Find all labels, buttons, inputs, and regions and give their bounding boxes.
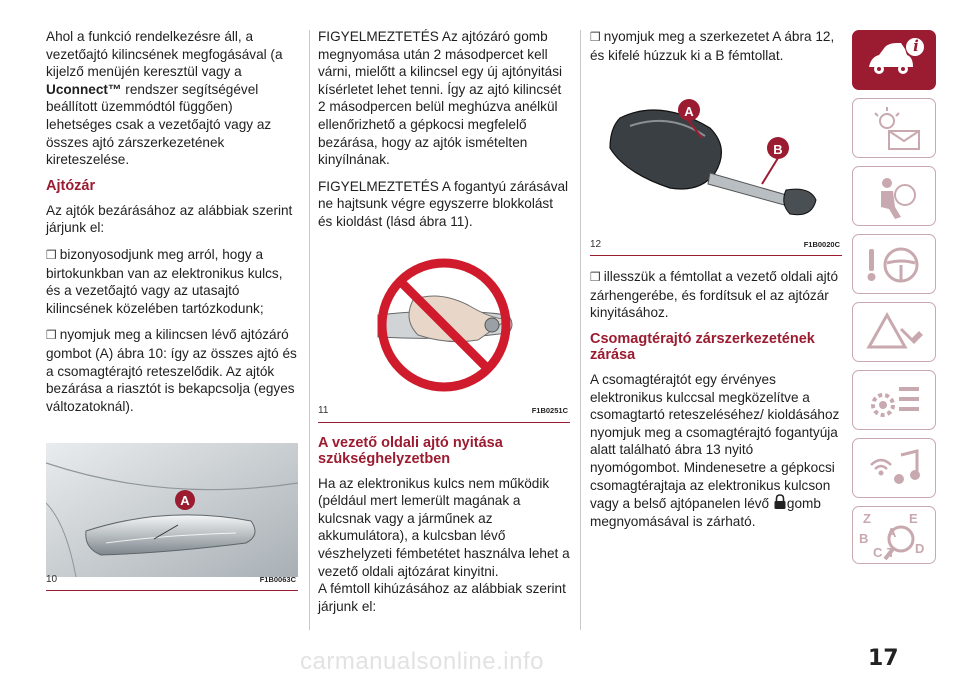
gears-icon xyxy=(865,377,927,425)
watermark: carmanualsonline.info xyxy=(300,648,544,675)
info-letter: i xyxy=(913,37,919,55)
tab-multimedia[interactable] xyxy=(852,438,936,498)
paragraph: A fémtoll kihúzásához az alábbiak szerint járjunk el: xyxy=(318,581,566,614)
paragraph: Az ajtók bezárásához az alábbiak szerint járjunk el: xyxy=(46,202,293,236)
tab-vehicle-info[interactable] xyxy=(852,30,936,90)
section-heading-door-lock: Ajtózár xyxy=(46,177,96,194)
bullet-item: ❒ bizonyosodjunk meg arról, hogy a birtokunkban van az elektronikus kulcs, és a vezetőajtó vagy az utasajtó kilincsének közelében tartózkodunk; xyxy=(46,246,298,317)
index-letter: D xyxy=(915,541,925,556)
figure-11-prohibited-action xyxy=(318,245,570,423)
airbag-person-icon xyxy=(865,173,927,221)
column-1 xyxy=(46,28,298,591)
index-letter: E xyxy=(909,511,918,526)
section-heading-emergency-opening: A vezető oldali ajtó nyitása szükséghelyzetben xyxy=(318,434,503,467)
figure-number: 12 xyxy=(590,238,602,250)
tab-maintenance[interactable] xyxy=(852,370,936,430)
index-letter: Z xyxy=(863,511,871,526)
index-letter: B xyxy=(859,531,869,546)
uconnect-label: Uconnect™ xyxy=(46,81,122,97)
label-a: A xyxy=(180,493,190,509)
label-a: A xyxy=(684,104,694,120)
tab-dashboard-lights[interactable] xyxy=(852,98,936,158)
index-letter: T xyxy=(887,545,895,560)
tab-index[interactable] xyxy=(852,506,936,564)
figure-code: F1B0251C xyxy=(531,405,568,415)
paragraph: Ha az elektronikus kulcs nem működik (például mert lemerült magának a kulcsnak vagy a járműnek az akkumulátora), a kulcsban lévő vészhelyzeti fémbetétet használva lehet a vezető oldali ajtózárat kinyitni. xyxy=(318,475,570,579)
label-b: B xyxy=(773,142,783,158)
door-handle-illustration xyxy=(46,443,298,577)
lock-icon xyxy=(773,494,787,510)
section-heading-tailgate-lock: Csomagtérajtó zárszerkezetének zárása xyxy=(590,330,815,363)
tab-starting-driving[interactable] xyxy=(852,234,936,294)
figure-code: F1B0020C xyxy=(803,239,840,249)
tab-safety[interactable] xyxy=(852,166,936,226)
paragraph: A csomagtérajtót egy érvényes elektronikus kulccsal megközelítve a csomagtartó reteszeléséhez/ kioldásához nyomjuk meg a csomagtérajtó fogantyúja alatt található ábra 13 nyitó nyomógombot. Mindenesetre a gépkocsi csomagtérajtaja az elektronikus kulcson vagy a belső ajtópanelen lévő gomb megnyomásával is zárható. xyxy=(590,371,840,529)
index-letter: C xyxy=(873,545,883,560)
figure-number: 11 xyxy=(318,404,329,416)
index-letter: A xyxy=(887,525,897,540)
column-divider xyxy=(309,30,310,630)
figure-number: 10 xyxy=(46,573,58,585)
warning-paragraph: FIGYELMEZTETÉS Az ajtózáró gomb megnyomása után 2 másodpercet kell várni, mielőtt a kilincsel egy új ajtónyitási kísérletet lehet tenni. Így az ajtó kilincsét 2 másodpercen belül meghúzva anélkül ellenőrizhető a gépkocsi megfelelő bezárása, hogy az ajtók ismételten kinyílnának. xyxy=(318,29,563,168)
warning-light-icon xyxy=(865,105,927,153)
figure-12-key-blade xyxy=(590,78,842,256)
warning-paragraph: FIGYELMEZTETÉS A fogantyú zárásával ne hajtsunk végre egyszerre blokkolást és kioldást (lásd ábra 11). xyxy=(318,178,569,229)
multimedia-icon xyxy=(865,445,927,493)
page-number: 17 xyxy=(868,646,899,671)
steering-wheel-icon xyxy=(865,241,927,289)
figure-10-door-handle xyxy=(46,443,298,591)
column-divider xyxy=(580,30,581,630)
tab-emergency[interactable] xyxy=(852,302,936,362)
warning-triangle-icon xyxy=(865,309,927,357)
column-2 xyxy=(318,28,570,624)
bullet-item: ❒ nyomjuk meg a kilincsen lévő ajtózáró gombot (A) ábra 10: így az összes ajtó és a csomagtérajtó reteszelődik. Az ajtók bezárása a riasztót is bekapcsolja (egyes változatoknál). xyxy=(46,326,298,415)
bullet-item: ❒ illesszük a fémtollat a vezető oldali ajtó zárhengerébe, és fordítsuk el az ajtózár kinyitásához. xyxy=(590,268,842,322)
column-3 xyxy=(590,28,842,539)
prohibited-handle-illustration xyxy=(318,245,570,407)
bullet-item: ❒ nyomjuk meg a szerkezetet A ábra 12, és kifelé húzzuk ki a B fémtollat. xyxy=(590,28,842,64)
electronic-key-illustration xyxy=(590,78,842,240)
intro-paragraph: Ahol a funkció rendelkezésre áll, a vezetőajtó kilincsének megfogásával (a kijelző menüjén keresztül vagy a Uconnect™ rendszer segítségével beállított üzemmódtól függően) lehetséges csak a vezetőajtó vagy az összes ajtó zárszerkezetének kireteszelése. xyxy=(46,29,283,168)
chapter-sidebar xyxy=(852,30,936,572)
figure-code: F1B0063C xyxy=(259,574,296,584)
